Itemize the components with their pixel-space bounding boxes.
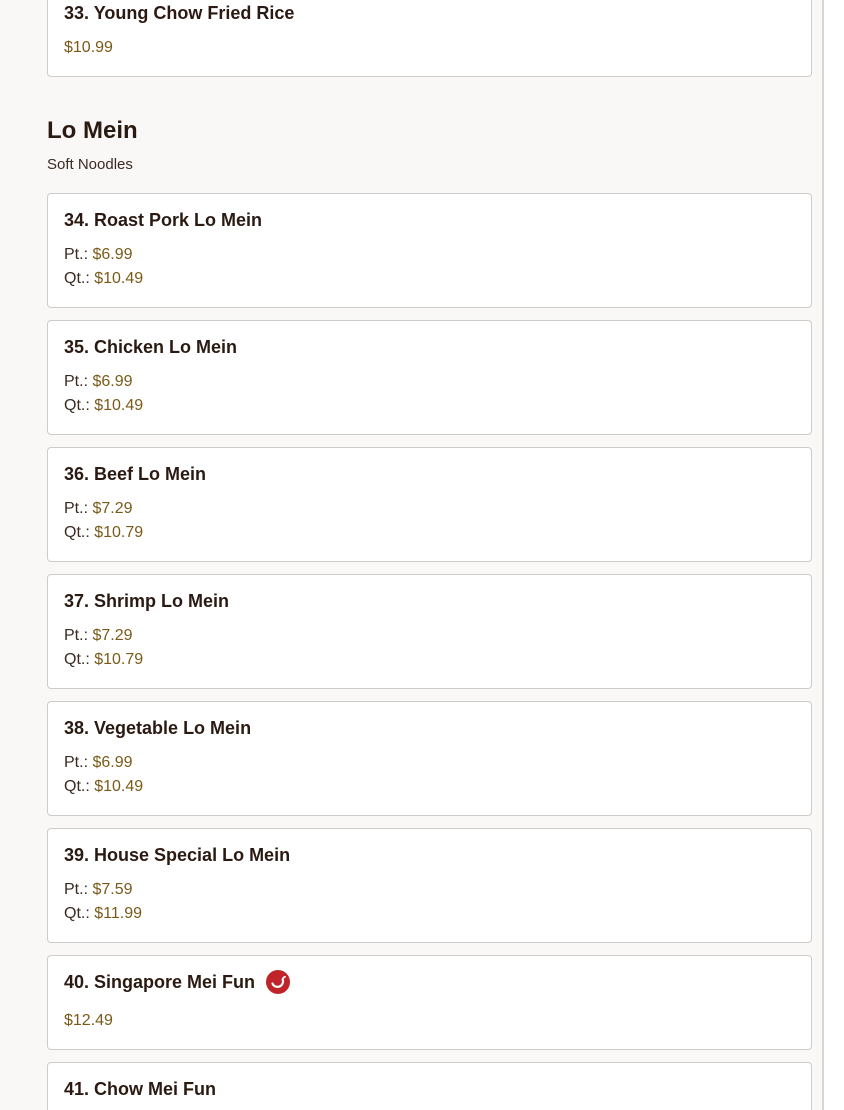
- quart-price: $10.49: [94, 397, 144, 414]
- menu-item-title-row: [64, 972, 290, 994]
- pint-label: Pt.:: [64, 500, 89, 517]
- quart-price-line: [64, 778, 143, 796]
- spicy-icon: [266, 970, 290, 994]
- pint-price-line: [64, 500, 133, 518]
- menu-item-price: [64, 39, 113, 57]
- quart-price-line: [64, 651, 143, 669]
- pint-price-line: [64, 246, 133, 264]
- pint-label: Pt.:: [64, 627, 89, 644]
- pint-price: $6.99: [92, 246, 133, 263]
- menu-item-title: 41. Chow Mei Fun: [64, 1079, 217, 1099]
- pint-price: $7.59: [92, 881, 133, 898]
- menu-item-card-41[interactable]: [47, 1062, 812, 1110]
- quart-price: $11.99: [94, 905, 142, 922]
- quart-label: Qt.:: [64, 270, 90, 287]
- section-title: Lo Mein: [47, 117, 138, 144]
- menu-item-card-37[interactable]: [47, 574, 812, 689]
- menu-item-price: [64, 1012, 113, 1030]
- price-value: $12.49: [64, 1012, 113, 1029]
- quart-label: Qt.:: [64, 397, 90, 414]
- menu-item-title: 36. Beef Lo Mein: [64, 464, 207, 484]
- menu-item-title: 35. Chicken Lo Mein: [64, 337, 238, 357]
- quart-price: $10.79: [94, 651, 144, 668]
- menu-item-card-35[interactable]: [47, 320, 812, 435]
- pint-price: $7.29: [92, 500, 133, 517]
- pint-label: Pt.:: [64, 754, 89, 771]
- menu-item-title: 39. House Special Lo Mein: [64, 845, 291, 865]
- pint-price-line: [64, 754, 133, 772]
- quart-label: Qt.:: [64, 778, 90, 795]
- menu-item-title: 33. Young Chow Fried Rice: [64, 3, 295, 23]
- menu-item-card-33[interactable]: [47, 0, 812, 77]
- quart-label: Qt.:: [64, 524, 90, 541]
- menu-item-title: 37. Shrimp Lo Mein: [64, 591, 230, 611]
- quart-label: Qt.:: [64, 905, 90, 922]
- pint-label: Pt.:: [64, 881, 89, 898]
- menu-item-card-36[interactable]: [47, 447, 812, 562]
- menu-item-title: 38. Vegetable Lo Mein: [64, 718, 252, 738]
- pint-label: Pt.:: [64, 373, 89, 390]
- section-subtitle: Soft Noodles: [47, 156, 133, 173]
- quart-price: $10.49: [94, 270, 144, 287]
- quart-label: Qt.:: [64, 651, 90, 668]
- pint-price: $7.29: [92, 627, 133, 644]
- menu-item-card-38[interactable]: [47, 701, 812, 816]
- quart-price: $10.49: [94, 778, 144, 795]
- quart-price-line: [64, 397, 143, 415]
- pint-price: $6.99: [92, 754, 133, 771]
- pint-price-line: [64, 881, 133, 899]
- pint-label: Pt.:: [64, 246, 89, 263]
- menu-item-card-34[interactable]: [47, 193, 812, 308]
- menu-item-title: 34. Roast Pork Lo Mein: [64, 210, 263, 230]
- menu-item-card-39[interactable]: [47, 828, 812, 943]
- pint-price-line: [64, 627, 133, 645]
- quart-price-line: [64, 905, 142, 923]
- quart-price-line: [64, 270, 143, 288]
- menu-item-title: 40. Singapore Mei Fun: [64, 972, 256, 992]
- menu-item-card-40[interactable]: [47, 955, 812, 1050]
- pint-price: $6.99: [92, 373, 133, 390]
- pint-price-line: [64, 373, 133, 391]
- quart-price: $10.79: [94, 524, 144, 541]
- price-value: $10.99: [64, 39, 113, 56]
- quart-price-line: [64, 524, 143, 542]
